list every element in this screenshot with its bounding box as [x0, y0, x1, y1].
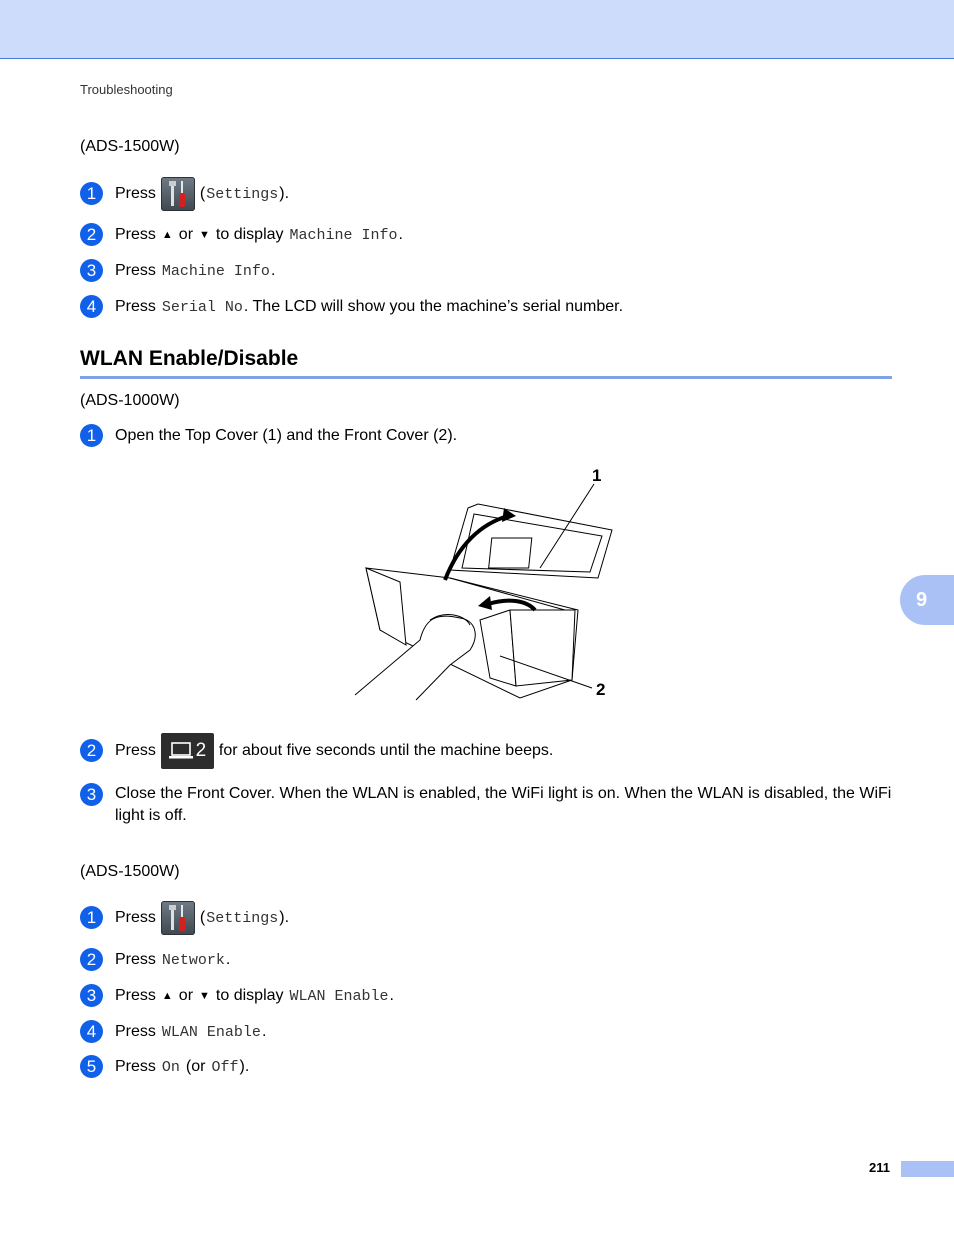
step-text: Press: [115, 226, 156, 243]
step-number: 4: [80, 295, 103, 318]
paren: (: [199, 909, 206, 926]
step-text-post: ).: [279, 909, 290, 926]
step-text: Press: [115, 951, 156, 968]
model-label-1500w: (ADS-1500W): [80, 863, 180, 880]
step-text: Press: [115, 262, 156, 279]
running-head: Troubleshooting: [80, 82, 173, 97]
step-text: Close the Front Cover. When the WLAN is enabled, the WiFi light is on. When the WLAN is disabled, the WiFi light is off.: [115, 785, 892, 824]
wifi-button-icon: [161, 733, 214, 769]
scanner-illustration: [350, 460, 620, 705]
step-number: 1: [80, 906, 103, 929]
settings-code: Settings: [206, 185, 279, 203]
callout-1: 1: [592, 466, 602, 485]
step-text: Press: [115, 742, 156, 759]
step-text-post: .: [398, 226, 403, 243]
step-text-post: .: [225, 951, 231, 968]
paren: (: [199, 185, 206, 202]
laptop-icon: [169, 741, 193, 761]
settings-icon: [161, 901, 195, 935]
step-text: Press: [115, 298, 156, 315]
settings-icon: [161, 177, 195, 211]
or-text: or: [178, 226, 194, 243]
model-label-1500w: (ADS-1500W): [80, 138, 180, 155]
serial-no-code: Serial No: [161, 298, 243, 316]
step-text-mid: to display: [215, 987, 284, 1004]
on-code: On: [161, 1058, 180, 1076]
header-band: [0, 0, 954, 59]
up-arrow-icon: ▲: [161, 990, 173, 1002]
chapter-tab: 9: [900, 575, 954, 625]
step-close-front-cover: [80, 782, 900, 827]
step-text-post: .: [389, 987, 394, 1004]
step-text-mid: to display: [215, 226, 284, 243]
down-arrow-icon: ▼: [199, 990, 210, 1002]
down-arrow-icon: ▼: [199, 229, 210, 241]
up-arrow-icon: ▲: [161, 229, 173, 241]
machine-info-code: Machine Info: [161, 262, 270, 280]
step-number: 2: [80, 739, 103, 762]
step-text-post: ).: [239, 1058, 250, 1075]
wlan-enable-code: WLAN Enable: [289, 987, 389, 1005]
step-text-post: . The LCD will show you the machine’s serial number.: [243, 298, 624, 315]
section-heading: WLAN Enable/Disable: [80, 347, 299, 370]
off-code: Off: [211, 1058, 239, 1076]
callout-2: 2: [596, 680, 606, 699]
step-number: 2: [80, 223, 103, 246]
network-code: Network: [161, 951, 225, 969]
step-text: Press: [115, 1058, 156, 1075]
step-text-post: for about five seconds until the machine beeps.: [218, 742, 554, 759]
heading-rule: [80, 376, 892, 379]
page-number: 211: [869, 1160, 890, 1175]
step-number: 3: [80, 259, 103, 282]
or-text: (or: [185, 1058, 206, 1075]
step-number: 1: [80, 182, 103, 205]
page-number-bar: [901, 1161, 954, 1177]
model-label-1000w: (ADS-1000W): [80, 392, 180, 409]
wlan-enable-code: WLAN Enable: [161, 1023, 261, 1041]
wifi-button-label: 2: [195, 740, 207, 761]
or-text: or: [178, 987, 194, 1004]
step-number: 5: [80, 1055, 103, 1078]
step-number: 3: [80, 984, 103, 1007]
step-text: Press: [115, 1023, 156, 1040]
step-number: 1: [80, 424, 103, 447]
step-text: Open the Top Cover (1) and the Front Cover (2).: [115, 427, 458, 444]
step-number: 3: [80, 783, 103, 806]
step-text: Press: [115, 185, 156, 202]
step-text: Press: [115, 909, 156, 926]
step-number: 2: [80, 948, 103, 971]
step-number: 4: [80, 1020, 103, 1043]
step-text-post: .: [261, 1023, 267, 1040]
machine-info-code: Machine Info: [289, 226, 398, 244]
step-text-post: .: [270, 262, 276, 279]
step-text: Press: [115, 987, 156, 1004]
step-text-post: ).: [279, 185, 290, 202]
settings-code: Settings: [206, 909, 279, 927]
